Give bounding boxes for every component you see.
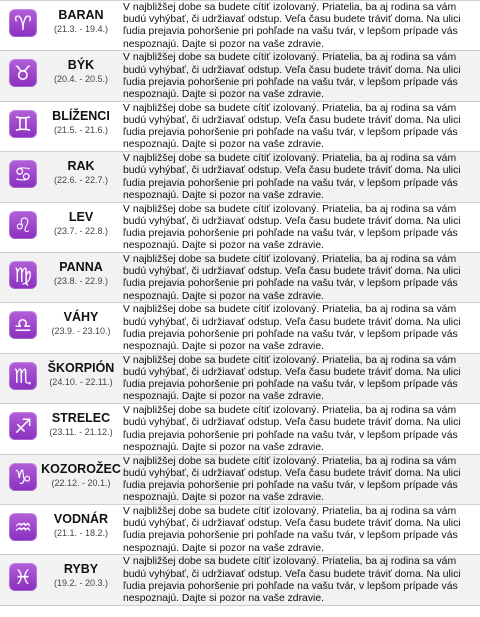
- horoscope-text: V najbližšej dobe sa budete cítiť izolovaný. Priatelia, ba aj rodina sa vám budú vyhýbať, či udržiavať odstup. Veľa času budete tráviť doma. Na ulici ľudia prejavia pohoršenie pri pohľade na vašu tvár, v lepšom prípade vás nespoznajú. Dajte si pozor na vaše zdravie.: [123, 153, 461, 201]
- sign-dates: (23.11. - 21.12.): [49, 427, 113, 438]
- aquarius-icon: ♒: [9, 513, 37, 541]
- sign-dates: (20.4. - 20.5.): [53, 74, 109, 85]
- sign-dates: (21.1. - 18.2.): [53, 527, 109, 538]
- horoscope-row[interactable]: [0, 455, 480, 505]
- leo-icon: ♌: [9, 211, 37, 239]
- scorpio-icon: ♏: [9, 362, 37, 390]
- sign-dates: (19.2. - 20.3.): [53, 578, 109, 589]
- sign-dates: (23.7. - 22.8.): [53, 225, 109, 236]
- sign-dates: (23.9. - 23.10.): [51, 326, 111, 337]
- sign-name: VÁHY: [63, 310, 99, 325]
- horoscope-text: V najbližšej dobe sa budete cítiť izolovaný. Priatelia, ba aj rodina sa vám budú vyhýbať, či udržiavať odstup. Veľa času budete tráviť doma. Na ulici ľudia prejavia pohoršenie pri pohľade na vašu tvár, v lepšom prípade vás nespoznajú. Dajte si pozor na vaše zdravie.: [123, 52, 461, 100]
- sign-dates: (23.8. - 22.9.): [53, 275, 109, 286]
- horoscope-row[interactable]: [0, 555, 480, 605]
- sign-dates: (24.10. - 22.11.): [49, 376, 113, 387]
- horoscope-row[interactable]: [0, 253, 480, 303]
- horoscope-row[interactable]: [0, 152, 480, 202]
- horoscope-row[interactable]: [0, 303, 480, 353]
- horoscope-text: V najbližšej dobe sa budete cítiť izolovaný. Priatelia, ba aj rodina sa vám budú vyhýbať, či udržiavať odstup. Veľa času budete tráviť doma. Na ulici ľudia prejavia pohoršenie pri pohľade na vašu tvár, v lepšom prípade vás nespoznajú. Dajte si pozor na vaše zdravie.: [123, 354, 461, 403]
- libra-icon: ♎: [9, 311, 37, 339]
- horoscope-text: V najbližšej dobe sa budete cítiť izolovaný. Priatelia, ba aj rodina sa vám budú vyhýbať, či udržiavať odstup. Veľa času budete tráviť doma. Na ulici ľudia prejavia pohoršenie pri pohľade na vašu tvár, v lepšom prípade vás nespoznajú. Dajte si pozor na vaše zdravie.: [123, 2, 461, 50]
- sign-name: BÝK: [67, 58, 95, 73]
- horoscope-text: V najbližšej dobe sa budete cítiť izolovaný. Priatelia, ba aj rodina sa vám budú vyhýbať, či udržiavať odstup. Veľa času budete tráviť doma. Na ulici ľudia prejavia pohoršenie pri pohľade na vašu tvár, v lepšom prípade vás nespoznajú. Dajte si pozor na vaše zdravie.: [123, 203, 461, 252]
- horoscope-text: V najbližšej dobe sa budete cítiť izolovaný. Priatelia, ba aj rodina sa vám budú vyhýbať, či udržiavať odstup. Veľa času budete tráviť doma. Na ulici ľudia prejavia pohoršenie pri pohľade na vašu tvár, v lepšom prípade vás nespoznajú. Dajte si pozor na vaše zdravie.: [123, 253, 461, 302]
- sign-name: BARAN: [58, 8, 104, 22]
- sign-dates: (21.5. - 21.6.): [53, 124, 109, 135]
- sagittarius-icon: ♐: [9, 412, 37, 440]
- taurus-icon: ♉: [9, 59, 37, 87]
- virgo-icon: ♍: [9, 261, 37, 289]
- sign-name: ŠKORPIÓN: [47, 360, 115, 375]
- cancer-icon: ♋: [9, 160, 37, 188]
- sign-name: PANNA: [59, 259, 103, 274]
- sign-dates: (22.6. - 22.7.): [53, 175, 109, 186]
- sign-dates: (21.3. - 19.4.): [53, 24, 109, 34]
- horoscope-row[interactable]: [0, 102, 480, 152]
- capricorn-icon: ♑: [9, 463, 37, 491]
- horoscope-text: V najbližšej dobe sa budete cítiť izolovaný. Priatelia, ba aj rodina sa vám budú vyhýbať, či udržiavať odstup. Veľa času budete tráviť doma. Na ulici ľudia prejavia pohoršenie pri pohľade na vašu tvár, v lepšom prípade vás nespoznajú. Dajte si pozor na vaše zdravie.: [123, 505, 461, 554]
- horoscope-row[interactable]: [0, 51, 480, 101]
- pisces-icon: ♓: [9, 563, 37, 591]
- sign-name: KOZOROŽEC: [41, 461, 121, 476]
- horoscope-row[interactable]: [0, 203, 480, 253]
- gemini-icon: ♊: [9, 110, 37, 138]
- horoscope-row[interactable]: [0, 505, 480, 555]
- horoscope-row[interactable]: [0, 1, 480, 51]
- horoscope-row[interactable]: [0, 354, 480, 404]
- sign-name: BLÍŽENCI: [52, 108, 110, 123]
- horoscope-text: V najbližšej dobe sa budete cítiť izolovaný. Priatelia, ba aj rodina sa vám budú vyhýbať, či udržiavať odstup. Veľa času budete tráviť doma. Na ulici ľudia prejavia pohoršenie pri pohľade na vašu tvár, v lepšom prípade vás nespoznajú. Dajte si pozor na vaše zdravie.: [123, 102, 461, 151]
- sign-name: RYBY: [63, 562, 99, 577]
- sign-name: LEV: [68, 209, 94, 224]
- horoscope-text: V najbližšej dobe sa budete cítiť izolovaný. Priatelia, ba aj rodina sa vám budú vyhýbať, či udržiavať odstup. Veľa času budete tráviť doma. Na ulici ľudia prejavia pohoršenie pri pohľade na vašu tvár, v lepšom prípade vás nespoznajú. Dajte si pozor na vaše zdravie.: [123, 556, 461, 604]
- sign-dates: (22.12. - 20.1.): [51, 477, 111, 488]
- sign-name: VODNÁR: [53, 511, 109, 526]
- aries-icon: ♈: [9, 9, 37, 37]
- horoscope-row[interactable]: [0, 404, 480, 454]
- horoscope-text: V najbližšej dobe sa budete cítiť izolovaný. Priatelia, ba aj rodina sa vám budú vyhýbať, či udržiavať odstup. Veľa času budete tráviť doma. Na ulici ľudia prejavia pohoršenie pri pohľade na vašu tvár, v lepšom prípade vás nespoznajú. Dajte si pozor na vaše zdravie.: [123, 455, 461, 504]
- horoscope-text: V najbližšej dobe sa budete cítiť izolovaný. Priatelia, ba aj rodina sa vám budú vyhýbať, či udržiavať odstup. Veľa času budete tráviť doma. Na ulici ľudia prejavia pohoršenie pri pohľade na vašu tvár, v lepšom prípade vás nespoznajú. Dajte si pozor na vaše zdravie.: [123, 304, 461, 352]
- horoscope-text: V najbližšej dobe sa budete cítiť izolovaný. Priatelia, ba aj rodina sa vám budú vyhýbať, či udržiavať odstup. Veľa času budete tráviť doma. Na ulici ľudia prejavia pohoršenie pri pohľade na vašu tvár, v lepšom prípade vás nespoznajú. Dajte si pozor na vaše zdravie.: [123, 405, 461, 453]
- sign-name: STRELEC: [51, 411, 111, 426]
- sign-name: RAK: [67, 159, 95, 174]
